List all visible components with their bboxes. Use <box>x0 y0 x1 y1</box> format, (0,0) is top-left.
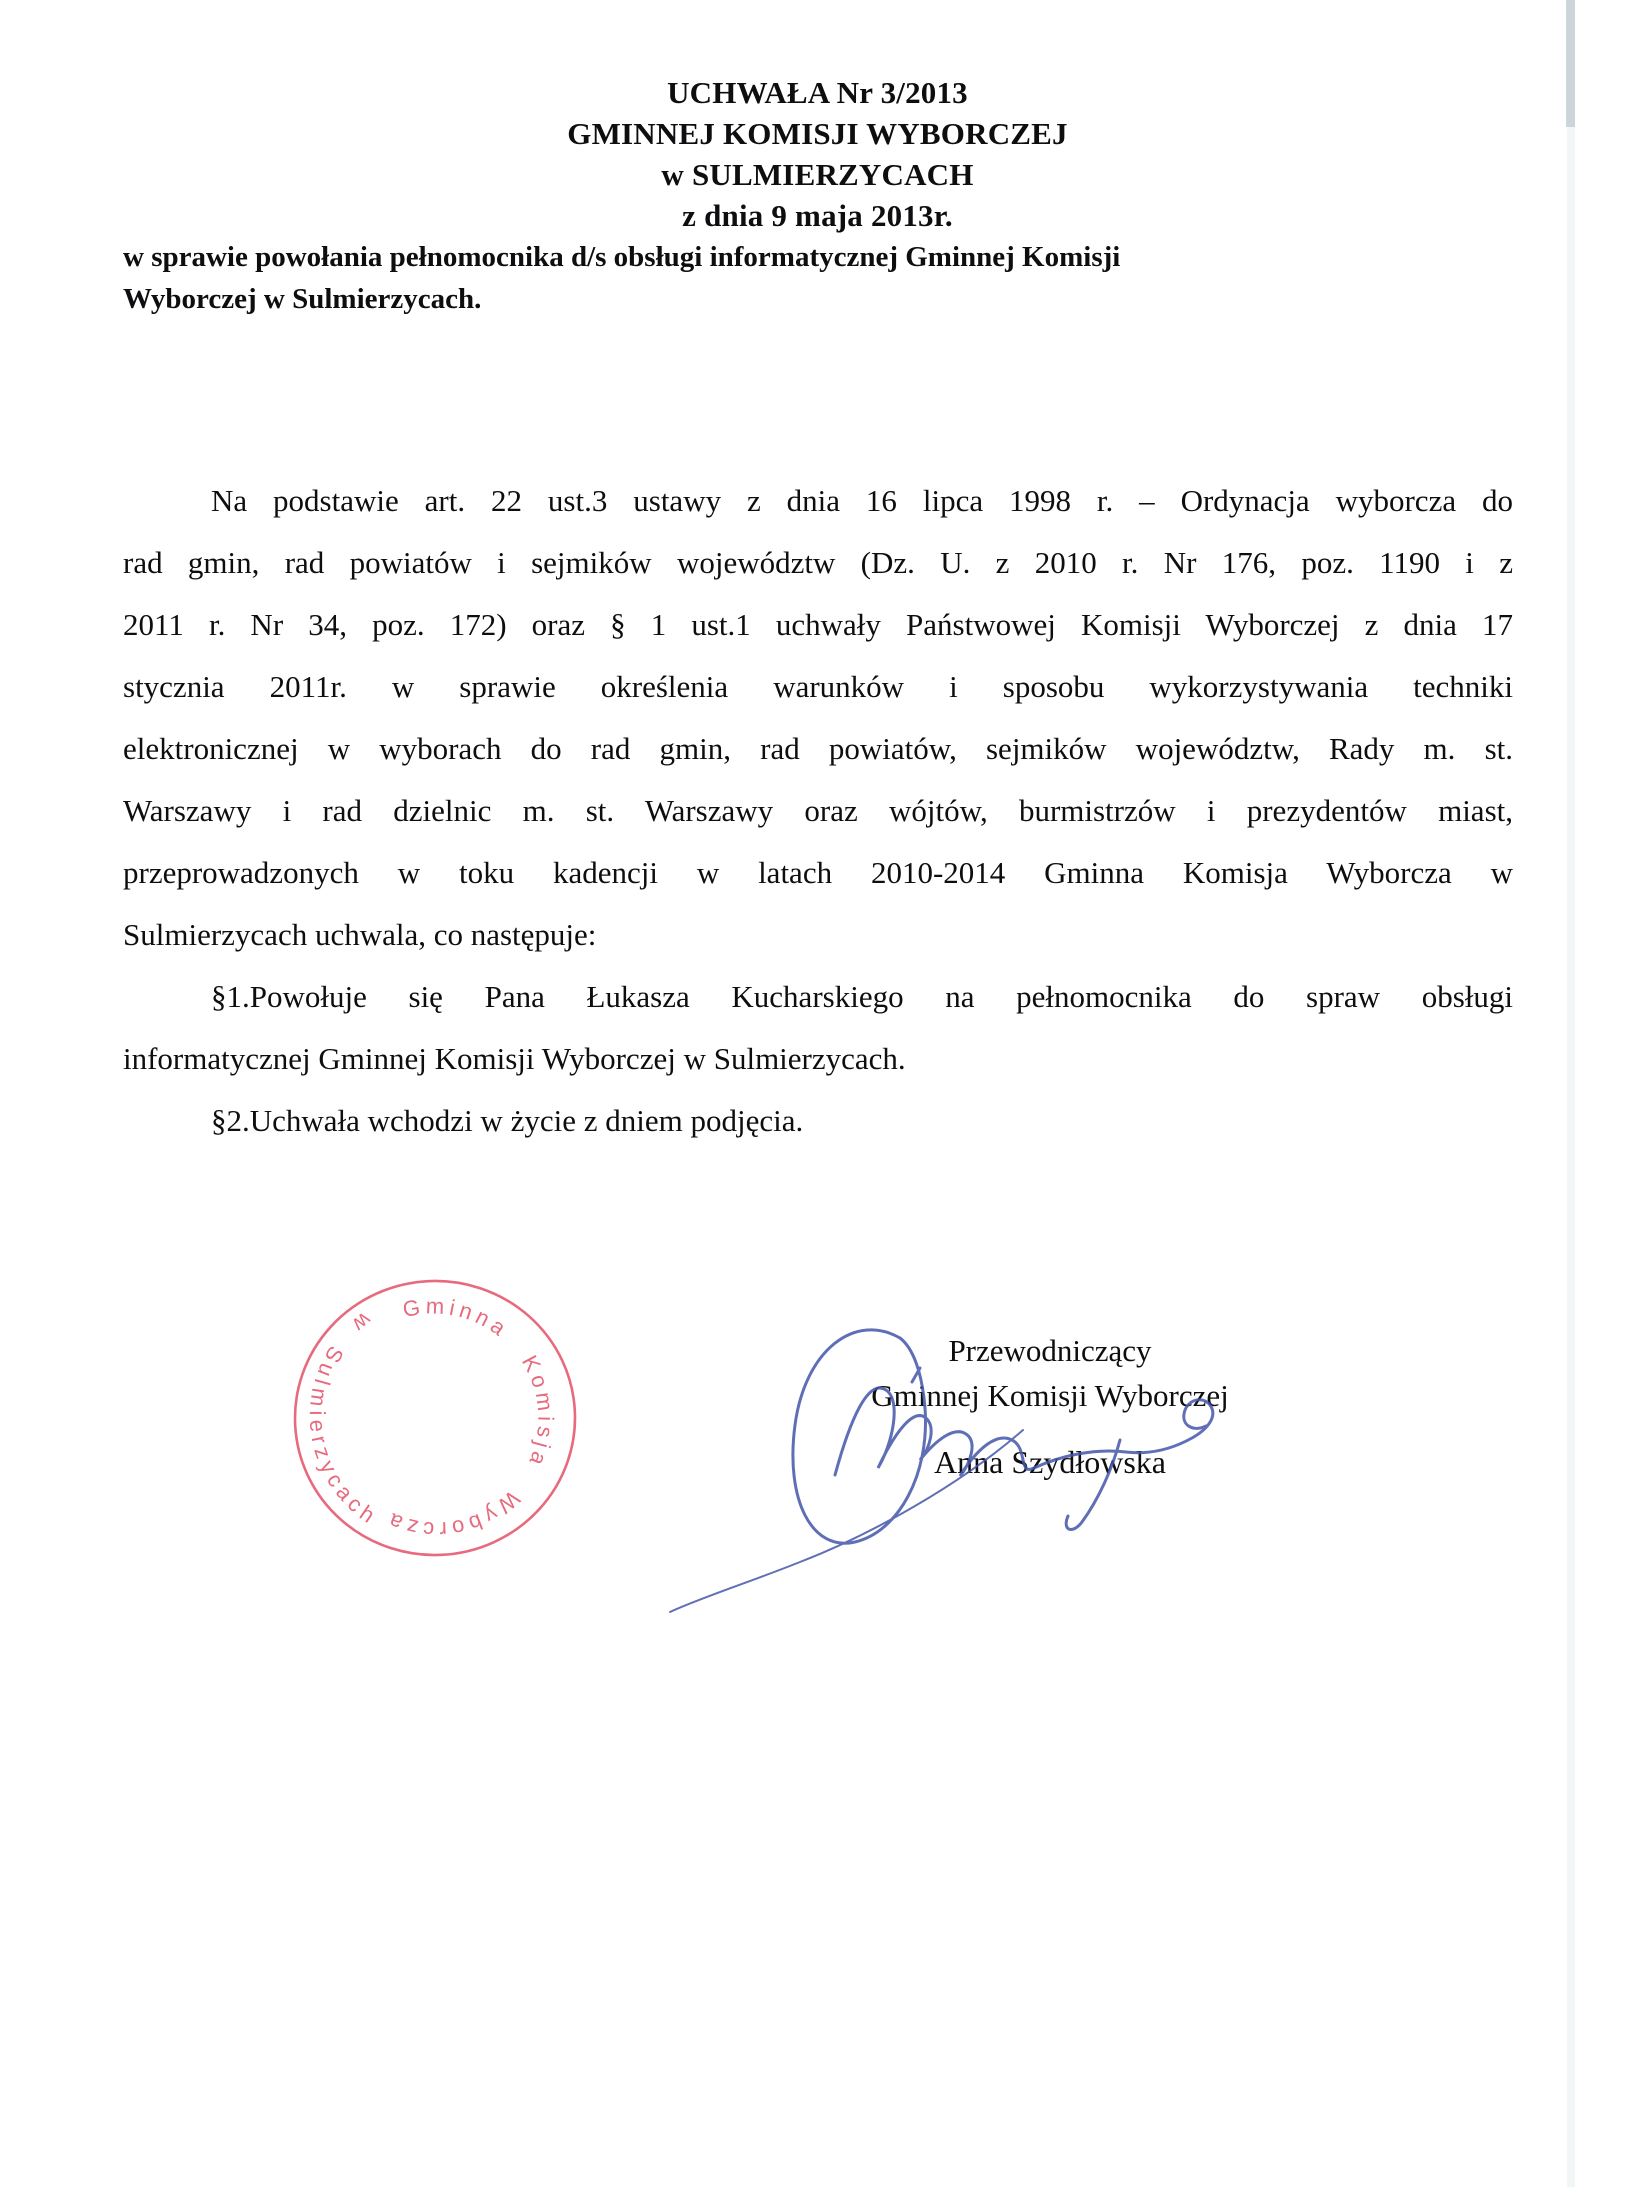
decree-subject <box>123 236 1543 320</box>
scan-artifact-strip <box>1567 0 1575 2187</box>
subject-line: w sprawie powołania pełnomocnika d/s obsługi informatycznej Gminnej Komisji <box>123 241 1121 273</box>
body-line: Warszawy i rad dzielnic m. st. Warszawy oraz wójtów, burmistrzów i prezydentów miast, <box>123 793 1513 828</box>
decree-body <box>123 470 1513 1152</box>
body-line: przeprowadzonych w toku kadencji w latach 2010-2014 Gminna Komisja Wyborcza w <box>123 855 1513 890</box>
official-stamp <box>277 1260 592 1575</box>
body-line: Na podstawie art. 22 ust.3 ustawy z dnia 16 lipca 1998 r. – Ordynacja wyborcza do <box>211 483 1513 518</box>
body-line: §1.Powołuje się Pana Łukasza Kucharskiego na pełnomocnika do spraw obsługi <box>211 979 1513 1014</box>
signatory-title: Przewodniczący <box>948 1333 1152 1368</box>
header-line-date: z dnia 9 maja 2013r. <box>682 198 953 233</box>
body-line: Sulmierzycach uchwala, co następuje: <box>123 917 597 952</box>
body-line: stycznia 2011r. w sprawie określenia warunków i sposobu wykorzystywania techniki <box>123 669 1513 704</box>
header-line-committee: GMINNEJ KOMISJI WYBORCZEJ <box>567 116 1068 151</box>
decree-header <box>0 72 1635 236</box>
subject-line: Wyborczej w Sulmierzycach. <box>123 283 482 315</box>
body-line: §2.Uchwała wchodzi w życie z dniem podjęcia. <box>211 1103 804 1138</box>
body-line: elektronicznej w wyborach do rad gmin, rad powiatów, sejmików województw, Rady m. st. <box>123 731 1513 766</box>
stamp-arc-main-text: Gminna Komisja Wyborcza <box>380 1293 559 1543</box>
signature-block <box>800 1328 1300 1418</box>
header-line-title: UCHWAŁA Nr 3/2013 <box>667 75 968 110</box>
body-line: informatycznej Gminnej Komisji Wyborczej w Sulmierzycach. <box>123 1041 906 1076</box>
body-line: rad gmin, rad powiatów i sejmików województw (Dz. U. z 2010 r. Nr 176, poz. 1190 i z <box>123 545 1513 580</box>
header-line-place: w SULMIERZYCACH <box>661 157 974 192</box>
stamp-arc-left-text: w Sulmierzycach <box>304 1307 384 1531</box>
signatory-name: Anna Szydłowska <box>934 1444 1166 1480</box>
body-line: 2011 r. Nr 34, poz. 172) oraz § 1 ust.1 uchwały Państwowej Komisji Wyborczej z dnia 17 <box>123 607 1513 642</box>
signatory-organization: Gminnej Komisji Wyborczej <box>871 1378 1229 1413</box>
